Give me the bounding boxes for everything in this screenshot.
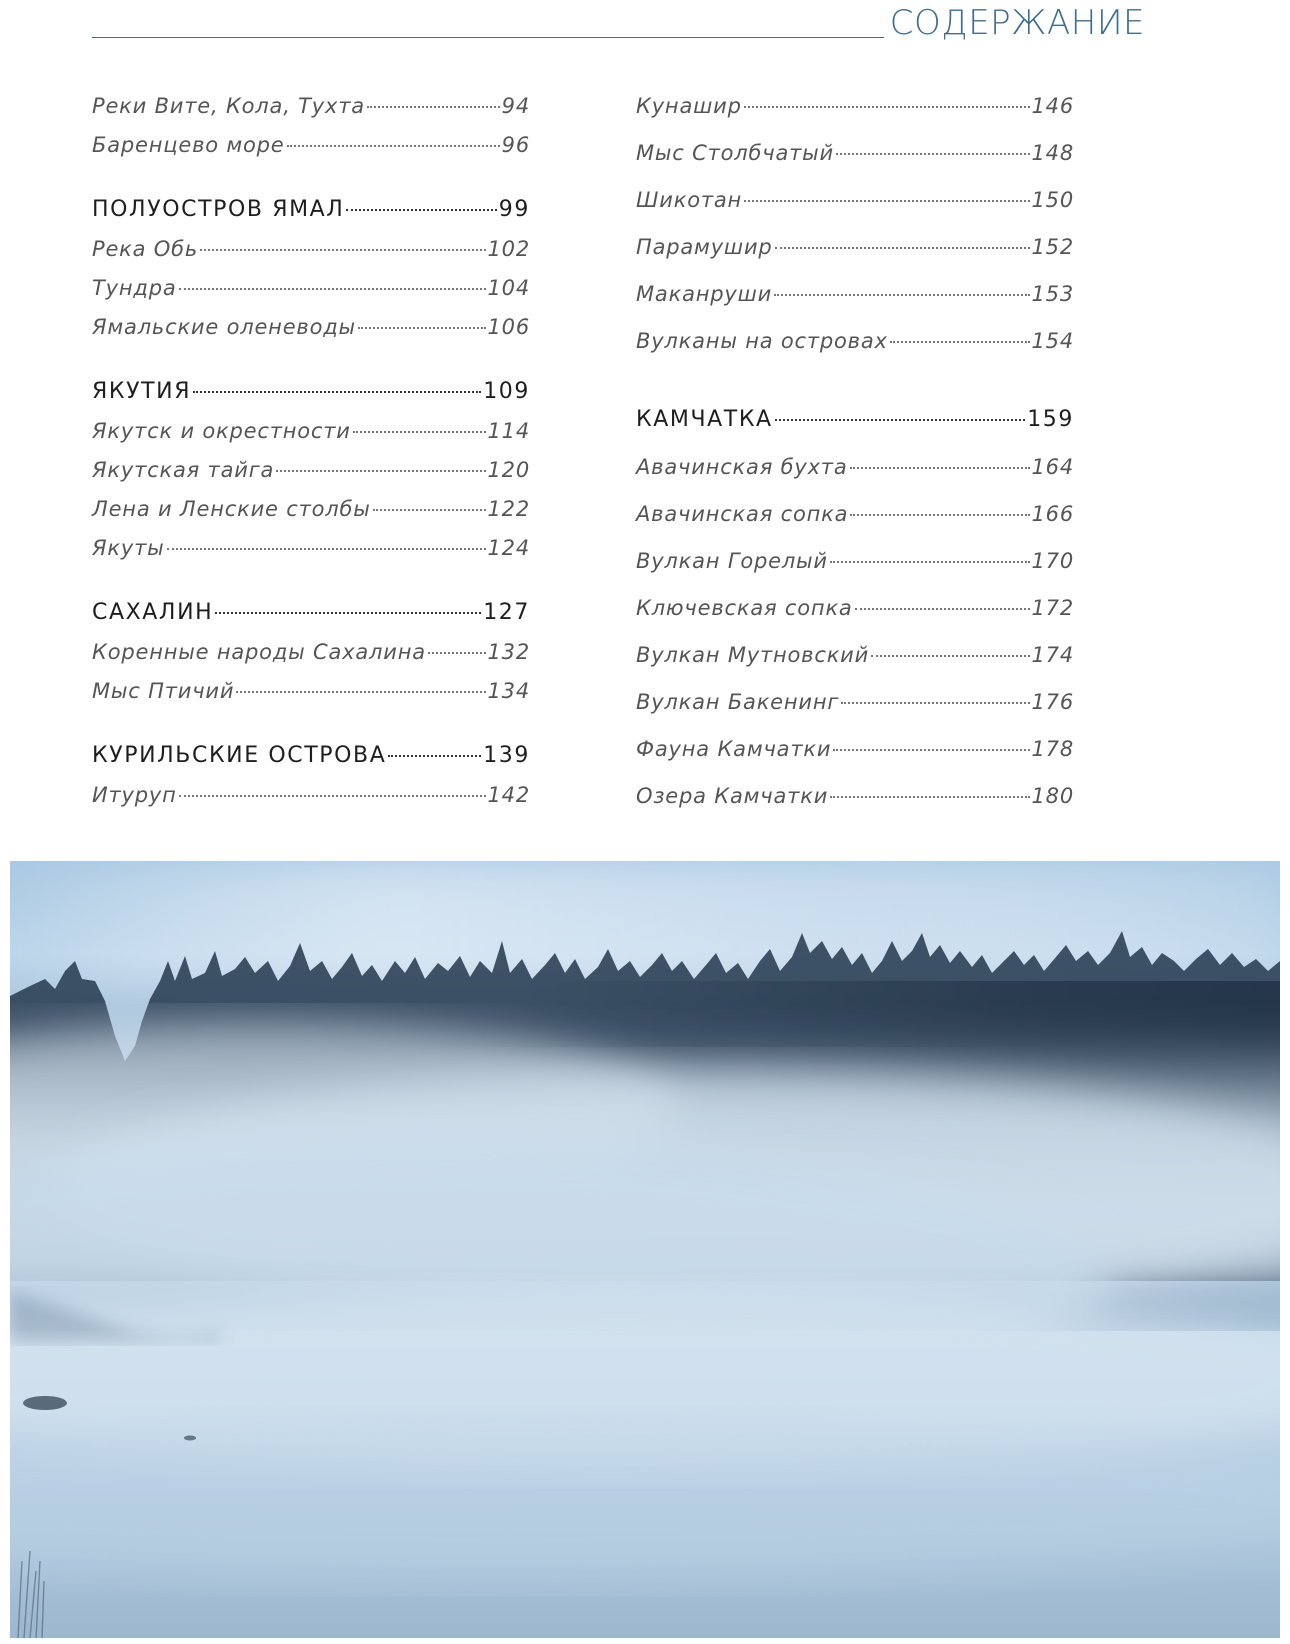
toc-entry-title: Авачинская сопка: [636, 502, 849, 526]
toc-entry-title: Вулкан Мутновский: [636, 643, 870, 667]
toc-entry[interactable]: [636, 547, 1074, 575]
dot-leader: [193, 391, 481, 393]
toc-entry[interactable]: [92, 131, 530, 159]
toc-entry-page: 174: [1031, 643, 1074, 667]
dot-leader: [388, 755, 481, 757]
dot-leader: [836, 153, 1030, 155]
toc-entry-page: 159: [1027, 407, 1074, 432]
toc-entry-title: САХАЛИН: [92, 600, 214, 625]
dot-leader: [744, 106, 1030, 108]
toc-entry[interactable]: [92, 677, 530, 705]
dot-leader: [358, 327, 486, 329]
toc-entry-page: 127: [483, 600, 530, 625]
dot-leader: [830, 561, 1030, 563]
toc-entry[interactable]: [636, 453, 1074, 481]
toc-entry-title: Шикотан: [636, 188, 743, 212]
toc-entry[interactable]: [92, 534, 530, 562]
toc-entry-title: Баренцево море: [92, 133, 285, 157]
dot-leader: [850, 514, 1029, 516]
dot-leader: [855, 608, 1030, 610]
toc-entry-title: Тундра: [92, 276, 177, 300]
toc-section-entry[interactable]: [636, 406, 1074, 434]
toc-entry-title: Коренные народы Сахалина: [92, 640, 426, 664]
dot-leader: [276, 470, 485, 472]
dot-leader: [774, 294, 1029, 296]
dot-leader: [367, 106, 500, 108]
toc-entry[interactable]: [92, 781, 530, 809]
toc-entry-page: 122: [487, 497, 530, 521]
dot-leader: [871, 655, 1029, 657]
toc-entry-title: Вулкан Горелый: [636, 549, 828, 573]
toc-entry-title: Якуты: [92, 536, 165, 560]
toc-section-entry[interactable]: [92, 196, 530, 224]
toc-entry-title: Ключевская сопка: [636, 596, 853, 620]
toc-entry[interactable]: [636, 500, 1074, 528]
toc-entry-page: 120: [487, 458, 530, 482]
toc-entry-title: Авачинская бухта: [636, 455, 848, 479]
dot-leader: [744, 200, 1029, 202]
toc-entry-page: 178: [1031, 737, 1074, 761]
dot-leader: [775, 247, 1030, 249]
toc-entry-page: 172: [1031, 596, 1074, 620]
toc-entry[interactable]: [636, 688, 1074, 716]
toc-entry-page: 124: [487, 536, 530, 560]
dot-leader: [830, 796, 1029, 798]
toc-entry-title: Фауна Камчатки: [636, 737, 832, 761]
toc-entry-page: 166: [1031, 502, 1074, 526]
toc-entry-title: Итуруп: [92, 783, 177, 807]
toc-entry[interactable]: [636, 641, 1074, 669]
toc-section-entry[interactable]: [92, 742, 530, 770]
toc-entry-page: 96: [501, 133, 530, 157]
toc-entry-page: 139: [483, 743, 530, 768]
toc-entry[interactable]: [636, 92, 1074, 120]
toc-entry-title: Ямальские оленеводы: [92, 315, 356, 339]
toc-entry-title: Лена и Ленские столбы: [92, 497, 371, 521]
toc-entry[interactable]: [92, 235, 530, 263]
toc-entry[interactable]: [92, 313, 530, 341]
toc-entry-page: 154: [1031, 329, 1074, 353]
dot-leader: [850, 467, 1030, 469]
toc-entry[interactable]: [636, 139, 1074, 167]
toc-entry[interactable]: [636, 782, 1074, 810]
toc-entry-page: 142: [487, 783, 530, 807]
toc-entry[interactable]: [92, 92, 530, 120]
toc-entry-title: Реки Вите, Кола, Тухта: [92, 94, 365, 118]
toc-entry-title: Мыс Столбчатый: [636, 141, 834, 165]
toc-entry-page: 106: [487, 315, 530, 339]
dot-leader: [890, 341, 1030, 343]
toc-entry-title: КАМЧАТКА: [636, 407, 773, 432]
toc-entry[interactable]: [636, 186, 1074, 214]
dot-leader: [428, 652, 486, 654]
toc-entry-page: 102: [487, 237, 530, 261]
toc-entry-page: 146: [1031, 94, 1074, 118]
toc-entry-title: Озера Камчатки: [636, 784, 829, 808]
toc-entry[interactable]: [636, 280, 1074, 308]
dot-leader: [373, 509, 486, 511]
toc-entry-page: 134: [487, 679, 530, 703]
toc-entry-title: Якутская тайга: [92, 458, 275, 482]
dot-leader: [775, 419, 1026, 421]
toc-entry[interactable]: [636, 233, 1074, 261]
toc-entry-page: 150: [1031, 188, 1074, 212]
toc-entry[interactable]: [636, 735, 1074, 763]
toc-entry[interactable]: [92, 417, 530, 445]
toc-entry-page: 176: [1031, 690, 1074, 714]
toc-entry[interactable]: [92, 456, 530, 484]
toc-entry-page: 153: [1031, 282, 1074, 306]
dot-leader: [179, 795, 486, 797]
toc-entry[interactable]: [92, 638, 530, 666]
page-title: СОДЕРЖАНИЕ: [884, 2, 1145, 44]
toc-entry-title: Вулкан Бакенинг: [636, 690, 840, 714]
toc-entry-title: ПОЛУОСТРОВ ЯМАЛ: [92, 197, 345, 222]
dot-leader: [200, 249, 485, 251]
toc-entry[interactable]: [636, 327, 1074, 355]
toc-entry[interactable]: [636, 594, 1074, 622]
toc-entry[interactable]: [92, 495, 530, 523]
dot-leader: [236, 691, 485, 693]
toc-section-entry[interactable]: [92, 599, 530, 627]
toc-entry-title: Мыс Птичий: [92, 679, 235, 703]
toc-entry-title: Вулканы на островах: [636, 329, 888, 353]
toc-entry-page: 164: [1031, 455, 1074, 479]
dot-leader: [287, 145, 500, 147]
toc-entry-page: 109: [483, 379, 530, 404]
toc-entry-title: Парамушир: [636, 235, 773, 259]
toc-entry-page: 99: [498, 197, 530, 222]
dot-leader: [841, 702, 1029, 704]
toc-entry-title: Кунашир: [636, 94, 742, 118]
toc-entry-title: Якутск и окрестности: [92, 419, 351, 443]
toc-entry-title: Маканруши: [636, 282, 773, 306]
toc-entry-title: КУРИЛЬСКИЕ ОСТРОВА: [92, 743, 387, 768]
toc-entry-page: 114: [487, 419, 530, 443]
misty-forest-lake-photo: [10, 861, 1280, 1638]
dot-leader: [833, 749, 1029, 751]
toc-entry-title: ЯКУТИЯ: [92, 379, 192, 404]
toc-entry-page: 148: [1031, 141, 1074, 165]
toc-entry-page: 94: [501, 94, 530, 118]
dot-leader: [346, 209, 496, 211]
dot-leader: [167, 548, 486, 550]
toc-section-entry[interactable]: [92, 378, 530, 406]
dot-leader: [179, 288, 486, 290]
toc-entry-page: 170: [1031, 549, 1074, 573]
toc-entry-page: 104: [487, 276, 530, 300]
toc-entry-page: 152: [1031, 235, 1074, 259]
toc-entry-page: 132: [487, 640, 530, 664]
toc-entry-title: Река Обь: [92, 237, 199, 261]
toc-entry[interactable]: [92, 274, 530, 302]
toc-entry-page: 180: [1031, 784, 1074, 808]
dot-leader: [353, 431, 486, 433]
dot-leader: [215, 612, 481, 614]
